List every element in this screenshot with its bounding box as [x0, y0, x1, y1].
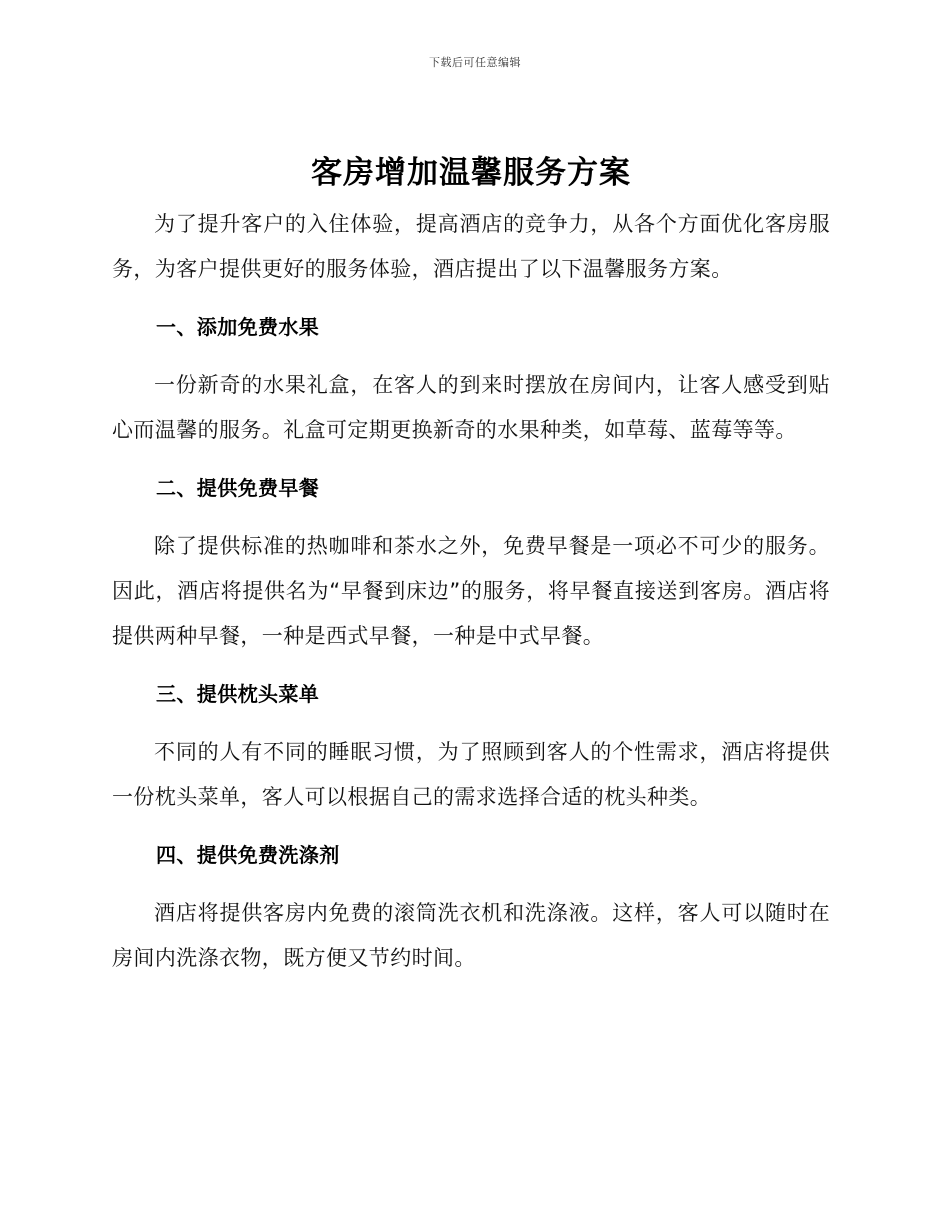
spacer — [112, 453, 830, 466]
spacer — [112, 350, 830, 363]
section-body-detergent: 酒店将提供客房内免费的滚筒洗衣机和洗涤液。这样，客人可以随时在房间内洗涤衣物，既方便又节约时间。 — [112, 901, 830, 970]
document-title: 客房增加温馨服务方案 — [311, 155, 631, 191]
section-heading-fruit: 一、添加免费水果 — [156, 315, 320, 339]
spacer — [112, 511, 830, 524]
section-heading-breakfast: 二、提供免费早餐 — [156, 476, 320, 500]
section-body-breakfast: 除了提供标准的热咖啡和茶水之外，免费早餐是一项必不可少的服务。因此，酒店将提供名为“早餐到床边”的服务，将早餐直接送到客房。酒店将提供两种早餐，一种是西式早餐，一种是中式早餐。 — [112, 534, 830, 648]
section-body-pillow-menu: 不同的人有不同的睡眠习惯，为了照顾到客人的个性需求，酒店将提供一份枕头菜单，客人可以根据自己的需求选择合适的枕头种类。 — [112, 740, 830, 809]
spacer — [112, 659, 830, 672]
spacer — [112, 820, 830, 833]
section-heading-pillow-menu: 三、提供枕头菜单 — [156, 682, 320, 706]
spacer — [112, 717, 830, 730]
intro-paragraph: 为了提升客户的入住体验，提高酒店的竞争力，从各个方面优化客房服务，为客户提供更好的服务体验，酒店提出了以下温馨服务方案。 — [112, 212, 830, 281]
header-note: 下载后可任意编辑 — [429, 56, 521, 69]
section-body-fruit: 一份新奇的水果礼盒，在客人的到来时摆放在房间内，让客人感受到贴心而温馨的服务。礼盒可定期更换新奇的水果种类，如草莓、蓝莓等等。 — [112, 373, 830, 442]
spacer — [112, 292, 830, 305]
document-body — [112, 150, 830, 981]
section-heading-detergent: 四、提供免费洗涤剂 — [156, 843, 340, 867]
spacer — [112, 878, 830, 891]
